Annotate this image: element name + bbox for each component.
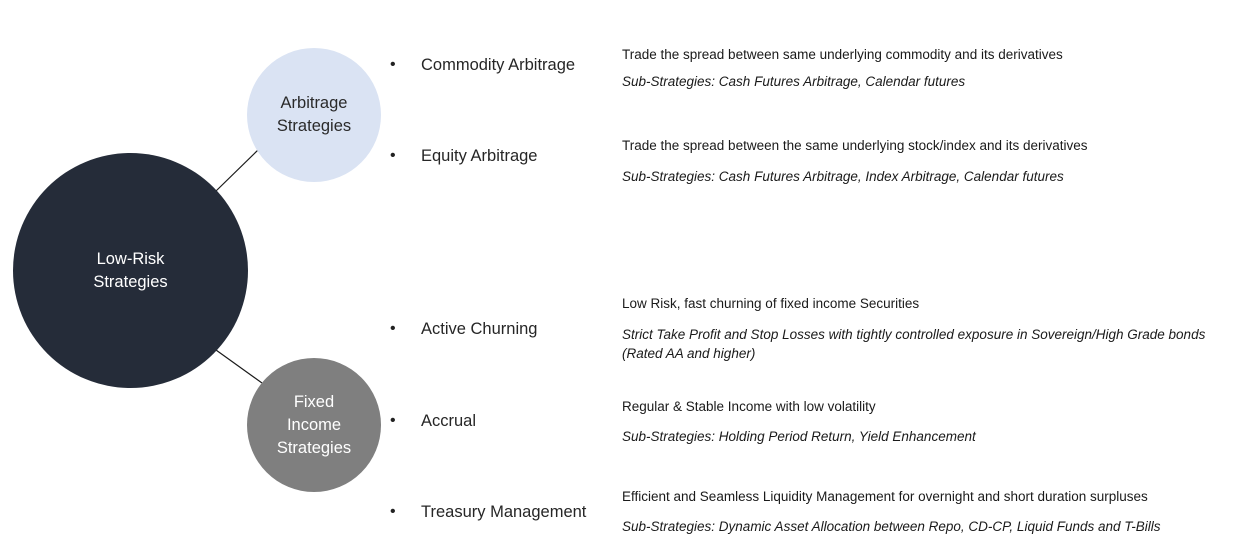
item-commodity-arbitrage: Commodity Arbitrage <box>421 56 576 74</box>
item-active-churning: Active Churning <box>421 320 538 338</box>
sub-strategies-accrual: Sub-Strategies: Holding Period Return, Yield Enhancement <box>622 429 976 444</box>
bullet-commodity-arbitrage: • <box>390 56 396 73</box>
description-active-churning: Low Risk, fast churning of fixed income Securities <box>622 296 920 311</box>
arbitrage-strategies-node <box>247 48 381 182</box>
fixed-income-strategies-label: Fixed Income Strategies <box>276 392 352 457</box>
connector-to-arbitrage <box>216 149 259 191</box>
bullet-equity-arbitrage: • <box>390 147 396 164</box>
connector-to-fixed-income <box>216 350 262 383</box>
item-accrual: Accrual <box>421 412 477 430</box>
item-treasury-management: Treasury Management <box>421 503 587 521</box>
description-treasury-management: Efficient and Seamless Liquidity Management for overnight and short duration surpluses <box>622 489 1148 504</box>
low-risk-strategies-label: Low-Risk Strategies <box>93 249 168 291</box>
bullet-active-churning: • <box>390 320 396 337</box>
sub-strategies-equity-arbitrage: Sub-Strategies: Cash Futures Arbitrage, Index Arbitrage, Calendar futures <box>622 169 1064 184</box>
description-commodity-arbitrage: Trade the spread between same underlying commodity and its derivatives <box>622 47 1063 62</box>
sub-strategies-active-churning: Strict Take Profit and Stop Losses with tightly controlled exposure in Sovereign/High Grade bonds (Rated AA and higher) <box>622 327 1206 361</box>
item-equity-arbitrage: Equity Arbitrage <box>421 147 538 165</box>
bullet-accrual: • <box>390 412 396 429</box>
low-risk-strategies-node <box>13 153 248 388</box>
description-equity-arbitrage: Trade the spread between the same underlying stock/index and its derivatives <box>622 138 1088 153</box>
arbitrage-strategies-label: Arbitrage Strategies <box>276 94 352 135</box>
description-accrual: Regular & Stable Income with low volatility <box>622 399 876 414</box>
sub-strategies-commodity-arbitrage: Sub-Strategies: Cash Futures Arbitrage, Calendar futures <box>622 74 966 89</box>
sub-strategies-treasury-management: Sub-Strategies: Dynamic Asset Allocation between Repo, CD-CP, Liquid Funds and T-Bills <box>622 519 1161 534</box>
bullet-treasury-management: • <box>390 503 396 520</box>
fixed-income-strategies-node <box>247 358 381 492</box>
